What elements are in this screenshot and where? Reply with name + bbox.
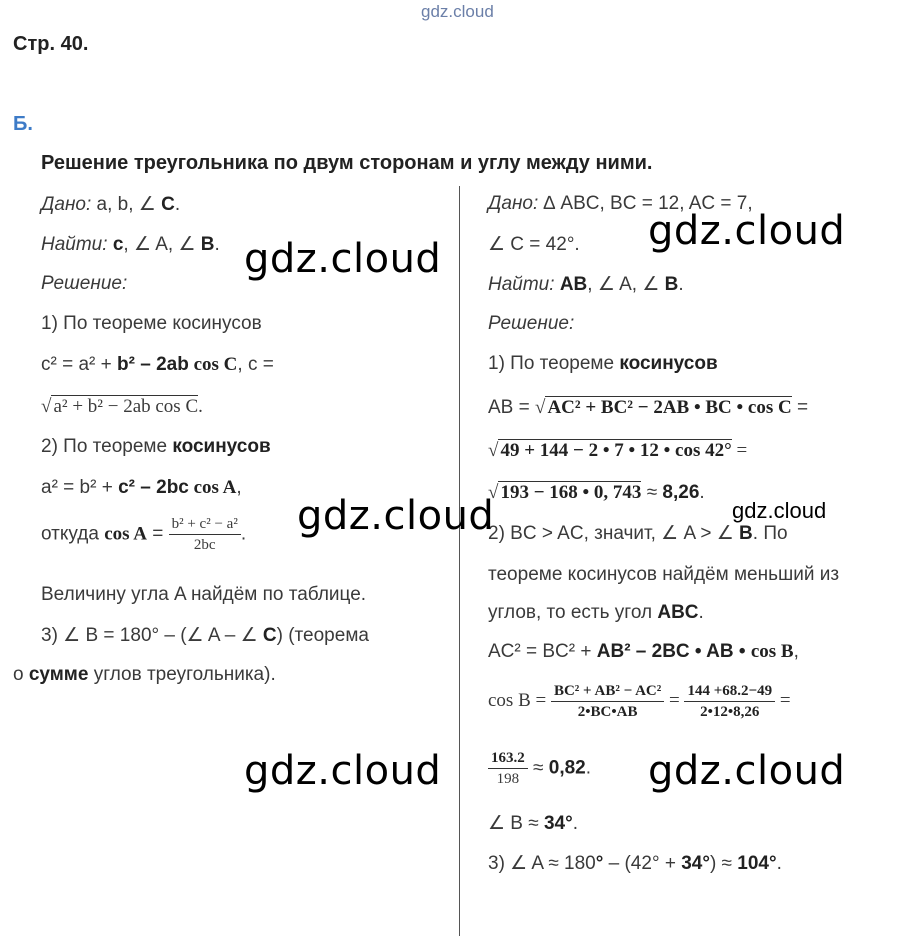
watermark-1: gdz.cloud [244,236,442,282]
left-solution-label: Решение: [41,273,128,294]
right-step1: 1) По теореме косинусов [488,353,718,374]
left-formula2: a² = b² + c² – 2bc cos A, [41,477,242,498]
right-ab-formula: AB = √ AC² + BC² − 2AB • BC • cos C = [488,397,809,418]
left-step3: 3) ∠ B = 180° – (∠ A – ∠ C) (теорема [41,625,369,646]
left-cosA-formula: откуда cos A = $\frac{\text{b² + c² − a²}}{2bc}$ . [41,516,247,553]
right-given: Дано: ∆ ABC, BC = 12, AC = 7, [488,193,753,214]
watermark-3: gdz.cloud [297,493,495,539]
right-sqrt2: √ 49 + 144 − 2 • 7 • 12 • cos 42° = [488,440,748,461]
heading: Решение треугольника по двум сторонам и углу между ними. [41,152,653,174]
right-step2-line2: теореме косинусов найдём меньший из [488,564,840,585]
right-given-line2: ∠ C = 42°. [488,234,580,255]
right-step3: 3) ∠ A ≈ 180° – (42° + 34°) ≈ 104°. [488,853,782,874]
watermark-4: gdz.cloud [244,748,442,794]
watermark-5: gdz.cloud [648,748,846,794]
left-step1: 1) По теореме косинусов [41,313,262,334]
watermark-2: gdz.cloud [648,208,846,254]
watermark-mid: gdz.cloud [732,498,827,523]
page-ref: Стр. 40. [13,33,89,55]
right-approx: $\frac{163.2}{198}$ ≈ 0,82. [488,748,591,789]
watermark-top: gdz.cloud [421,2,494,21]
right-angleB: ∠ B ≈ 34°. [488,813,578,834]
column-divider [459,186,460,936]
right-solution-label: Решение: [488,313,575,334]
left-step2: 2) По теореме косинусов [41,436,271,457]
right-ac-formula: AC² = BC² + AB² – 2BC • AB • cos B, [488,641,799,662]
left-formula1: c² = a² + b² – 2ab cos C, c = [41,354,274,375]
right-step2-line1: 2) BC > AC, значит, ∠ A > ∠ B. По [488,523,788,544]
right-step2-line3: углов, то есть угол ABC. [488,602,704,623]
section-label: Б. [13,113,33,135]
left-sqrt1: √ a² + b² − 2ab cos C. [41,396,203,417]
right-cosB-formula: cos B = $\frac{\text{BC² + AB² − AC²}}{2•BC•AB}$ = $\frac{144 +68.2-49}{2•12•8,26}$ = [488,683,791,720]
left-table-line: Величину угла A найдём по таблице. [41,584,367,605]
left-given: Дано: a, b, ∠ C. [41,194,181,215]
left-find: Найти: c, ∠ A, ∠ B. [41,234,220,255]
left-step3-cont: о сумме углов треугольника). [13,664,276,685]
right-sqrt3: √ 193 − 168 • 0, 743 ≈ 8,26. [488,482,705,503]
right-find: Найти: AB, ∠ A, ∠ B. [488,274,684,295]
